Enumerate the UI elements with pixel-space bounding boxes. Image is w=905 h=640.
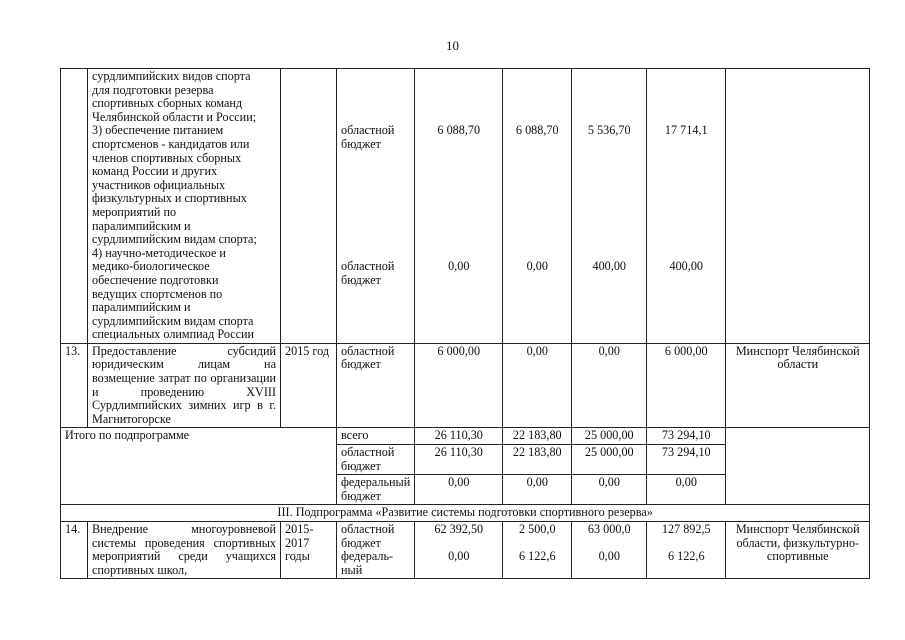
cell-2016: [503, 69, 572, 344]
row-number: 14.: [61, 522, 88, 579]
funding-source-regional: областной бюджет: [341, 522, 395, 550]
amount-item3-total: 17 714,1: [664, 123, 708, 137]
budget-table: [60, 68, 870, 579]
subtotal-2015: 26 110,30: [415, 445, 503, 475]
amount-regional-2015: 62 392,50: [434, 522, 484, 536]
subtotal-total: 0,00: [647, 475, 726, 505]
text-line: [92, 84, 276, 98]
text-line: сурдлимпийских видов спорта: [92, 69, 251, 83]
subtotal-2017: 0,00: [572, 475, 647, 505]
amount-federal-2016: 6 122,6: [518, 549, 556, 563]
subtotal-2017: 25 000,00: [572, 445, 647, 475]
text-line: мероприятий по: [92, 204, 177, 219]
text-line: Челябинской области и России;: [92, 109, 257, 124]
row-number: 13.: [61, 343, 88, 428]
subtotal-2016: 22 183,80: [503, 428, 572, 445]
amount-item4-2017: 400,00: [592, 259, 626, 273]
funding-sources: [337, 522, 415, 579]
subtotal-total: 73 294,10: [647, 445, 726, 475]
event-description: Внедрение многоуровневой системы проведения спортивных мероприятий среди учащихся спортивных школ,: [88, 522, 281, 579]
source-item3: областной бюджет: [341, 123, 395, 151]
text-line: обеспечение подготовки: [92, 272, 219, 287]
source-item4: областной бюджет: [341, 259, 395, 287]
amount-regional-2017: 63 000,0: [587, 522, 631, 536]
amount-item4-2016: 0,00: [526, 259, 548, 273]
table-row-14: [61, 522, 870, 579]
page-number: 10: [446, 38, 459, 53]
section-header: III. Подпрограмма «Развитие системы подготовки спортивного резерва»: [61, 505, 870, 522]
amount-federal-2017: 0,00: [598, 549, 620, 563]
amount-2016: 0,00: [503, 343, 572, 428]
cell-total: [647, 69, 726, 344]
amount-regional-total: 127 892,5: [661, 522, 711, 536]
amount-total: 6 000,00: [647, 343, 726, 428]
text-line: ведущих спортсменов по: [92, 286, 223, 301]
text-line: 4) научно-методическое и: [92, 245, 226, 260]
subtotal-source: областной бюджет: [337, 445, 415, 475]
amount-total: [647, 522, 726, 579]
subtotal-source: федеральный бюджет: [337, 475, 415, 505]
subtotal-2015: 0,00: [415, 475, 503, 505]
table-row-continuation: [61, 69, 870, 344]
period: 2015 год: [281, 343, 337, 428]
text-line: паралимпийским и: [92, 218, 191, 233]
text-line: членов спортивных сборных: [92, 150, 242, 165]
text-line-content: для подготовки резерва: [92, 82, 214, 97]
amount-item3-2015: 6 088,70: [437, 123, 481, 137]
amount-2017: [572, 522, 647, 579]
subtotal-row-all: [61, 428, 870, 445]
text-line: медико-биологическое: [92, 259, 210, 274]
cell-number: [61, 69, 88, 344]
text-line: сурдлимпийским видам спорта: [92, 313, 254, 328]
text-line: паралимпийским и: [92, 300, 191, 315]
cell-source: [337, 69, 415, 344]
amount-item3-2016: 6 088,70: [515, 123, 559, 137]
amount-item4-2015: 0,00: [448, 259, 470, 273]
text-line: спортсменов - кандидатов или: [92, 136, 250, 151]
amount-2016: [503, 522, 572, 579]
text-line: физкультурных и спортивных: [92, 191, 247, 206]
subtotal-2017: 25 000,00: [572, 428, 647, 445]
subtotal-2015: 26 110,30: [415, 428, 503, 445]
amount-item4-total: 400,00: [669, 259, 703, 273]
text-line: спортивных сборных команд: [92, 96, 243, 111]
continuation-text: [92, 70, 276, 342]
budget-table-sheet: [60, 68, 870, 579]
amount-item3-2017: 5 536,70: [587, 123, 631, 137]
amount-2015: [415, 522, 503, 579]
subtotal-source: всего: [337, 428, 415, 445]
subtotal-executor: [726, 428, 870, 505]
subtotal-2016: 22 183,80: [503, 445, 572, 475]
cell-2015: [415, 69, 503, 344]
amount-federal-total: 6 122,6: [667, 549, 705, 563]
cell-period: [281, 69, 337, 344]
funding-source-federal: федераль- ный: [341, 549, 394, 577]
text-line: участников официальных: [92, 177, 226, 192]
subtotal-total: 73 294,10: [647, 428, 726, 445]
amount-regional-2016: 2 500,0: [518, 522, 556, 536]
period: 2015- 2017 годы: [281, 522, 337, 579]
subtotal-label: Итого по подпрограмме: [61, 428, 337, 505]
amount-2015: 6 000,00: [415, 343, 503, 428]
funding-source: областной бюджет: [337, 343, 415, 428]
subtotal-2016: 0,00: [503, 475, 572, 505]
text-line: 3) обеспечение питанием: [92, 123, 224, 138]
event-description: Предоставление субсидий юридическим лицам на возмещение затрат по организации и проведению XVIII Сурдлимпийских зимних игр в г. Магнитогорске: [88, 343, 281, 428]
amount-federal-2015: 0,00: [448, 549, 470, 563]
cell-event-continuation: [88, 69, 281, 344]
executor: Минспорт Челябинской области, физкультурно- спортивные: [726, 522, 870, 579]
cell-2017: [572, 69, 647, 344]
text-line: команд России и других: [92, 164, 218, 179]
text-line: специальных олимпиад России: [92, 327, 255, 342]
text-line: сурдлимпийским видам спорта;: [92, 232, 257, 247]
cell-executor: [726, 69, 870, 344]
section-header-row: [61, 505, 870, 522]
amount-2017: 0,00: [572, 343, 647, 428]
table-row-13: [61, 343, 870, 428]
executor: Минспорт Челябинской области: [726, 343, 870, 428]
